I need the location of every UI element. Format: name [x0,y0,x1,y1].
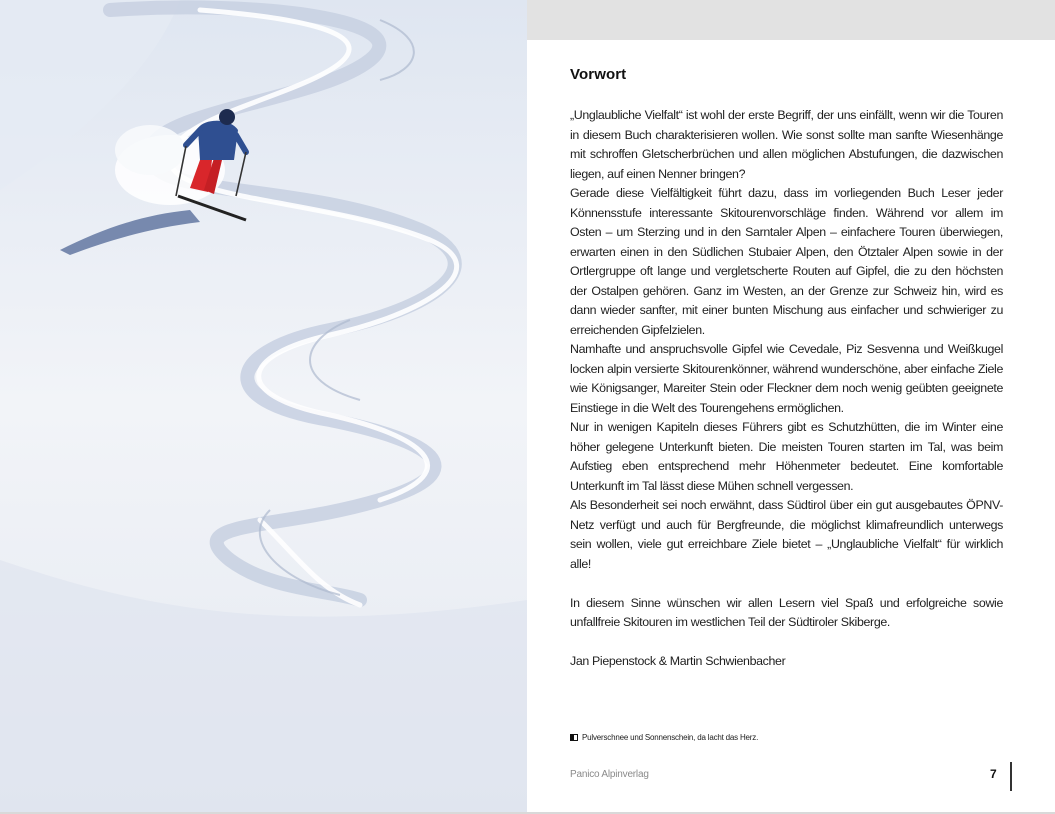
page-number: 7 [990,767,997,781]
paragraph-5: Als Besonderheit sei noch erwähnt, dass Südtirol über ein gut ausgebautes ÖPNV-Netz verfügt und auch für Bergfreunde, die möglichst klimafreundlich unterwegs sein wollen, viele gut erreichbare Ziele bietet – „Unglaubliche Vielfalt“ für wirklich alle! [570,498,1003,571]
top-bar [527,0,1055,40]
skier-photo [0,0,527,812]
caption-marker-icon [570,734,578,741]
authors: Jan Piepenstock & Martin Schwienbacher [570,654,786,668]
page-title: Vorwort [570,66,627,83]
snow-slope-illustration [0,0,527,812]
paragraph-1: „Unglaubliche Vielfalt“ ist wohl der erste Begriff, der uns einfällt, wenn wir die Touren in diesem Buch charakterisieren wollen. Wie sonst sollte man sanfte Wiesenhänge mit schroffen Gletscherbrüchen und allen möglichen Abstufungen, die dazwischen liegen, auf einen Nenner bringen? [570,108,1003,181]
foreword-body [570,106,1003,672]
paragraph-3: Namhafte und anspruchsvolle Gipfel wie Cevedale, Piz Sesvenna und Weißkugel locken alpin versierte Skitourenkönner, während wunderschöne, aber einfache Ziele wie Königsanger, Mareiter Stein oder Fleckner dem noch wenig geübten geeignete Einstiege in die Welt des Tourengehens ermöglichen. [570,342,1003,415]
caption-text: Pulverschnee und Sonnenschein, da lacht das Herz. [582,733,759,742]
publisher: Panico Alpinverlag [570,769,649,780]
paragraph-6: In diesem Sinne wünschen wir allen Lesern viel Spaß und erfolgreiche sowie unfallfreie Skitouren im westlichen Teil der Südtiroler Skiberge. [570,595,1003,629]
page-number-rule [1010,762,1012,791]
photo-caption [570,733,758,742]
paragraph-2: Gerade diese Vielfältigkeit führt dazu, dass im vorliegenden Buch Leser jeder Könnensstufe interessante Skitourenvorschläge finden. Während vor allem im Osten – um Sterzing und in den Sarntaler Alpen – einfachere Touren überwiegen, erwarten einen in den Südlichen Stubaier Alpen, den Ötztaler Alpen sowie in der Ortlergruppe oft lange und vergletscherte Routen auf Gipfel, die zu den höchsten der Ostalpen gehören. Ganz im Westen, an der Grenze zur Schweiz hin, wird es dann wieder sanfter, mit einer bunten Mischung aus einfacher und schwieriger zu erreichenden Gipfelzielen. [570,186,1003,337]
paragraph-4: Nur in wenigen Kapiteln dieses Führers gibt es Schutzhütten, die im Winter eine höher gelegene Unterkunft bieten. Die meisten Touren starten im Tal, was beim Aufstieg eben entsprechend mehr Höhenmeter bedeutet. Eine komfortable Unterkunft im Tal lässt diese Mühen schnell vergessen. [570,420,1003,493]
